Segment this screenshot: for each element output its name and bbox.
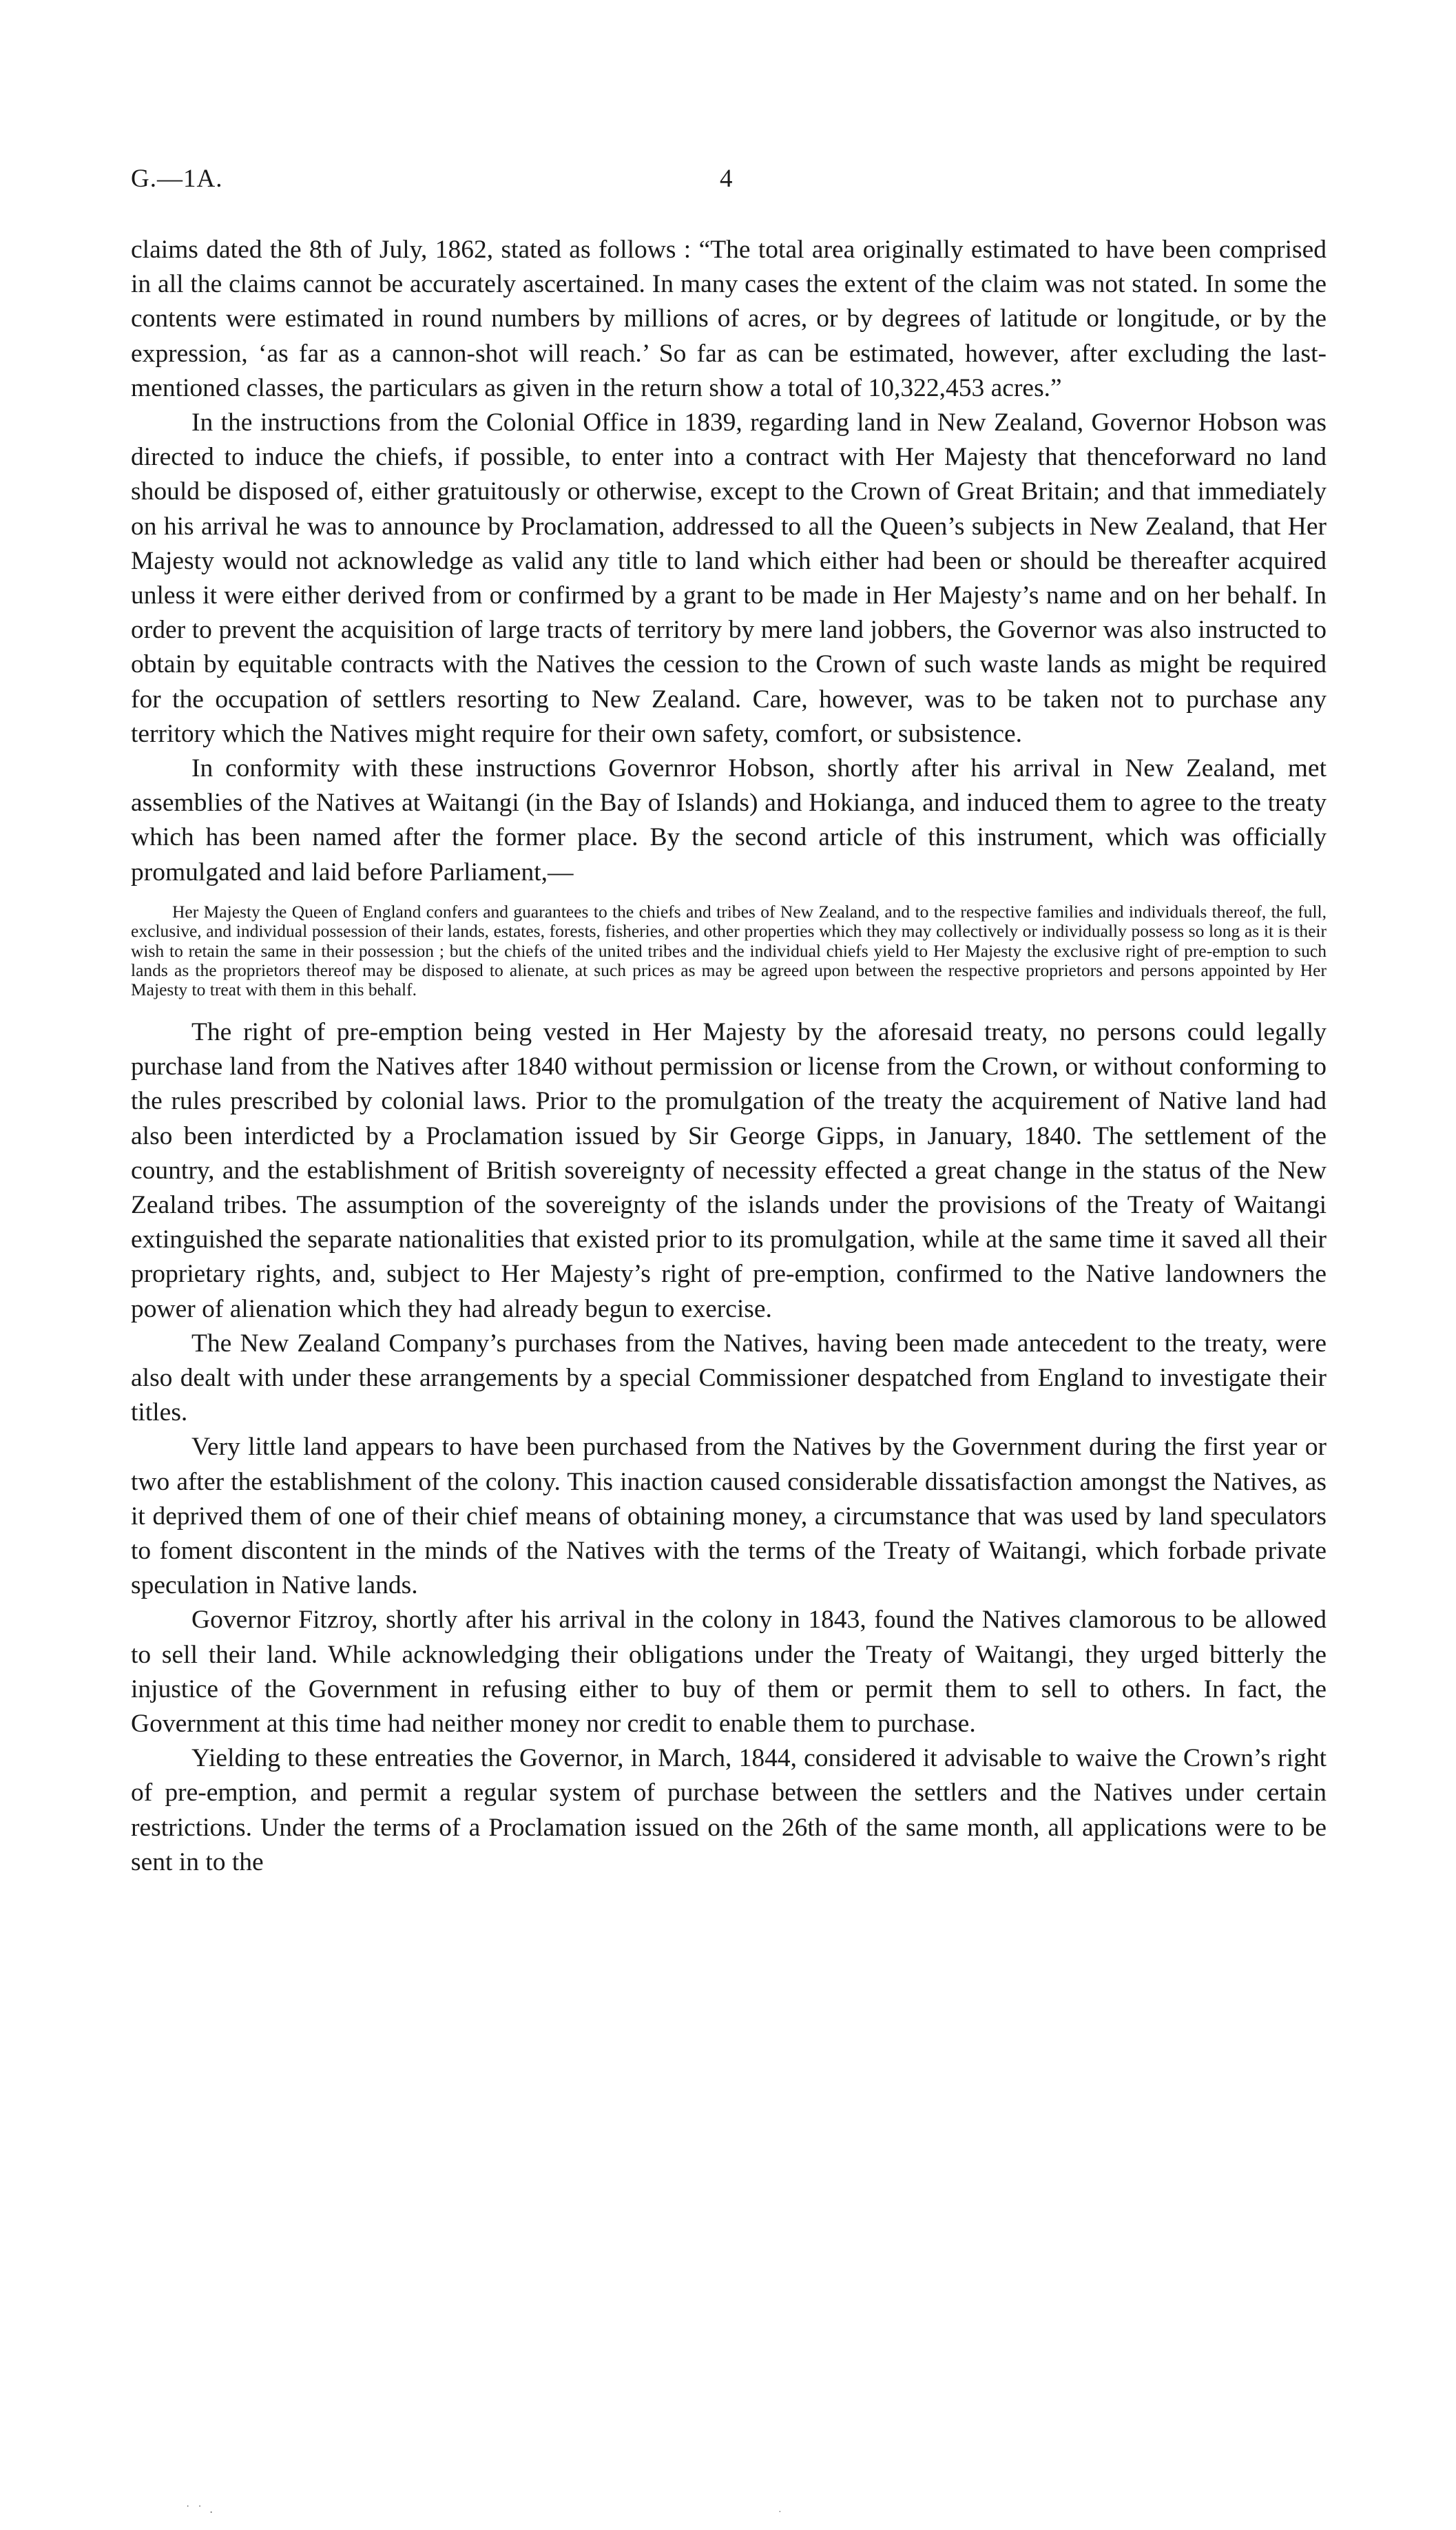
- paragraph-claims-continuation: claims dated the 8th of July, 1862, stated as follows : “The total area originally estimated to have been comprised in all the claims cannot be accurately ascertained. In many cases the extent of the claim was not stated. In some the contents were estimated in round numbers by millions of acres, or by degrees of latitude or longitude, or by the expression, ‘as far as a cannon-shot will reach.’ So far as can be estimated, however, after excluding the last-mentioned classes, the particulars as given in the return show a total of 10,322,453 acres.”: [131, 236, 1327, 402]
- paragraph-little-land-purchased: Very little land appears to have been purchased from the Natives by the Government during the first year or two after the establishment of the colony. This inaction caused considerable dissatisfaction amongst the Natives, as it deprived them of one of their chief means of obtaining money, a circumstance that was used by land speculators to foment discontent in the minds of the Natives with the terms of the Treaty of Waitangi, which forbade private speculation in Native lands.: [131, 1433, 1327, 1600]
- paragraph-governor-fitzroy: Governor Fitzroy, shortly after his arrival in the colony in 1843, found the Natives clamorous to be allowed to sell their land. While acknowledging their obligations under the Treaty of Waitangi, they urged bitterly the injustice of the Government in refusing either to buy of them or permit them to sell to others. In fact, the Government at this time had neither money nor credit to enable them to purchase.: [131, 1606, 1327, 1738]
- scan-speck: ·: [778, 2507, 782, 2518]
- paragraph-right-of-pre-emption: The right of pre-emption being vested in Her Majesty by the aforesaid treaty, no persons could legally purchase land from the Natives after 1840 without permission or license from the Crown, or without conforming to the rules prescribed by colonial laws. Prior to the promulgation of the treaty the acquirement of Native land had also been interdicted by a Proclamation issued by Sir George Gipps, in January, 1840. The settlement of the country, and the establishment of British sovereignty of necessity effected a great change in the status of the New Zealand tribes. The assumption of the sovereignty of the islands under the provisions of the Treaty of Waitangi extinguished the separate nationalities that existed prior to its promulgation, while at the same time it saved all their proprietary rights, and, subject to Her Majesty’s right of pre-emption, confirmed to the Native landowners the power of alienation which they had already begun to exercise.: [131, 1017, 1327, 1323]
- page-number: 4: [720, 165, 733, 193]
- body-text: [131, 233, 1327, 1880]
- paragraph-colonial-office-instructions: In the instructions from the Colonial Office in 1839, regarding land in New Zealand, Governor Hobson was directed to induce the chiefs, if possible, to enter into a contract with Her Majesty that thenceforward no land should be disposed of, either gratuitously or otherwise, except to the Crown of Great Britain; and that immediately on his arrival he was to announce by Proclamation, addressed to all the Queen’s subjects in New Zealand, that Her Majesty would not acknowledge as valid any title to land which either had been or should be thereafter acquired unless it were either derived from or confirmed by a grant to be made in Her Majesty’s name and on her behalf. In order to prevent the acquisition of large tracts of territory by mere land jobbers, the Governor was also instructed to obtain by equitable contracts with the Natives the cession to the Crown of such waste lands as might be required for the occupation of settlers resorting to New Zealand. Care, however, was to be taken not to purchase any territory which the Natives might require for their own safety, comfort, or subsistence.: [131, 408, 1327, 748]
- paragraph-company-purchases: The New Zealand Company’s purchases from the Natives, having been made antecedent to the treaty, were also dealt with under these arrangements by a special Commissioner despatched from England to investigate their titles.: [131, 1329, 1327, 1427]
- document-reference: G.—1A.: [131, 165, 223, 193]
- paragraph-waive-pre-emption: Yielding to these entreaties the Governor, in March, 1844, considered it advisable to waive the Crown’s right of pre-emption, and permit a regular system of purchase between the settlers and the Natives under certain restrictions. Under the terms of a Proclamation issued on the 26th of the same month, all applications were to be sent in to the: [131, 1744, 1327, 1876]
- page-header: [131, 164, 1343, 205]
- paragraph-treaty-conformity: In conformity with these instructions Governror Hobson, shortly after his arrival in New Zealand, met assemblies of the Natives at Waitangi (in the Bay of Islands) and Hokianga, and induced them to agree to the treaty which has been named after the former place. By the second article of this instrument, which was officially promulgated and laid before Parliament,—: [131, 754, 1327, 886]
- scan-specks: ˙ ˙ .: [186, 2504, 216, 2516]
- treaty-article-quote: Her Majesty the Queen of England confers and guarantees to the chiefs and tribes of New Zealand, and to the respective families and individuals thereof, the full, exclusive, and individual possession of their lands, estates, forests, fisheries, and other properties which they may collectively or individually possess so long as it is their wish to retain the same in their possession ; but the chiefs of the united tribes and the individual chiefs yield to Her Majesty the exclusive right of pre-emption to such lands as the proprietors thereof may be disposed to alienate, at such prices as may be agreed upon between the respective proprietors and persons appointed by Her Majesty to treat with them in this behalf.: [131, 901, 1327, 1000]
